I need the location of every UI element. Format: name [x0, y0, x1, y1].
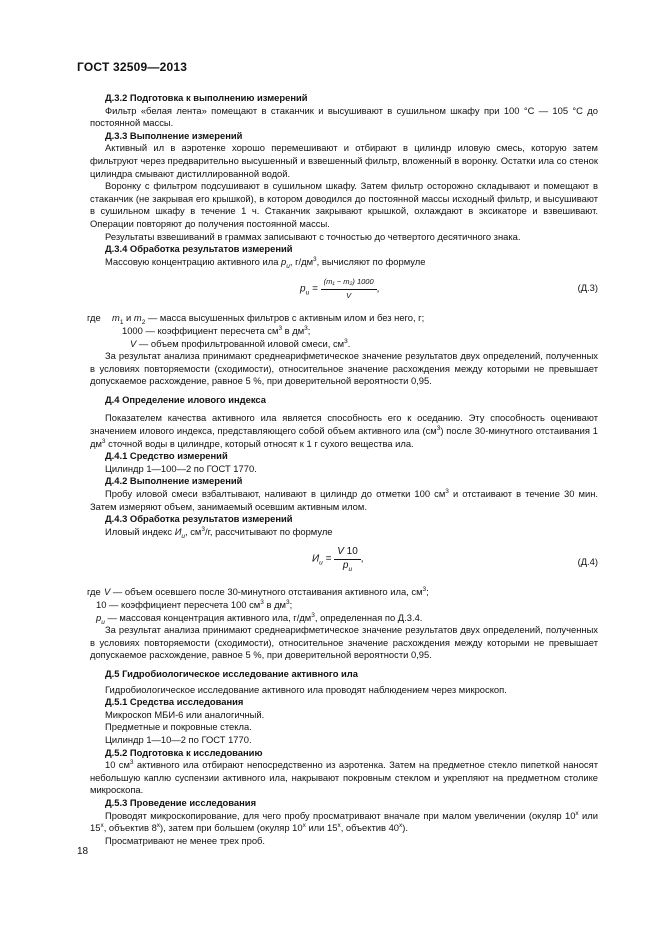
section-d52-paragraph: 10 $см^3$ активного ила отбирают непосредственно из аэротенка. Затем на предметное стекло пипеткой наносят небольшую каплю суспензии активного ила, накрывают покровным стеклом и укрепляют на предметном столике микроскопа.	[90, 759, 598, 796]
section-d42-heading: Д.4.2 Выполнение измерений	[105, 475, 243, 487]
section-d43-intro: Иловый индекс $И_и$, $см^3/г$, рассчитывают по формуле	[105, 525, 333, 540]
page-number: 18	[77, 846, 89, 857]
section-d33-heading: Д.3.3 Выполнение измерений	[105, 129, 243, 141]
section-d4-heading: Д.4 Определение илового индекса	[105, 393, 266, 405]
section-d34-intro: Массовую концентрацию активного ила $р_и$, $г/дм^3$, вычисляют по формуле	[105, 255, 426, 270]
section-d42-paragraph: Пробу иловой смеси взбалтывают, наливают в цилиндр до отметки 100 $см^3$ и отстаивают в течение 30 мин. Затем измеряют объем, занимаемый осевшим активным илом.	[90, 487, 598, 512]
section-d51-item-2: Предметные и покровные стекла.	[105, 721, 252, 733]
legend-item: $m_1$ и $m_2$ — масса высушенных фильтров с активным илом и без него, г;	[112, 312, 425, 327]
section-d5-heading: Д.5 Гидробиологическое исследование активного ила	[105, 667, 358, 679]
section-d34-result: За результат анализа принимают среднеарифметическое значение результатов двух определений, полученных в условиях повторяемости (сходимости), относительное значение расхождения между которыми не превышает допускаемое расхождение, равное 5 %, при доверительной вероятности 0,95.	[90, 350, 598, 387]
section-d41-paragraph: Цилиндр 1—100—2 по ГОСТ 1770.	[105, 462, 257, 474]
section-d33-paragraph-3: Результаты взвешиваний в граммах записывают с точностью до четвертого десятичного знака.	[105, 230, 521, 242]
formula-d4-expression: $И_и$ = $\frac{V 10}{р_и}$ ,	[312, 546, 364, 573]
section-d51-heading: Д.5.1 Средства исследования	[105, 696, 244, 708]
document-header: ГОСТ 32509—2013	[77, 60, 188, 74]
section-d32-heading: Д.3.2 Подготовка к выполнению измерений	[105, 92, 308, 103]
section-d53-paragraph-2: Просматривают не менее трех проб.	[105, 834, 266, 846]
section-d32-paragraph: Фильтр «белая лента» помещают в стаканчик и высушивают в сушильном шкафу при 100 °С — 105 °С до постоянной массы.	[90, 104, 598, 129]
formula-d4-number: (Д.4)	[577, 556, 598, 568]
section-d5-paragraph: Гидробиологическое исследование активного ила проводят наблюдением через микроскоп.	[105, 683, 507, 695]
formula-d3-number: (Д.3)	[577, 282, 598, 294]
section-d33-paragraph-2: Воронку с фильтром подсушивают в сушильном шкафу. Затем фильтр осторожно складывают и помещают в стаканчик (не закрывая его крышкой), в котором доводился до постоянной массы исходный фильтр, и высушивают в сушильном шкафу в течение 1 ч. Стаканчик закрывают крышкой, охлаждают в эксикаторе и взвешивают. Операции повторяют до получения постоянной массы.	[90, 180, 598, 229]
formula-d4	[90, 542, 598, 582]
section-d33-paragraph-1: Активный ил в аэротенке хорошо перемешивают и отбирают в цилиндр иловую смесь, которую затем фильтруют через предварительно высушенный и взвешенный фильтр, вложенный в воронку. Остатки ила со стенок цилиндра смывают дистиллированной водой.	[90, 142, 598, 179]
section-d34-heading: Д.3.4 Обработка результатов измерений	[105, 243, 293, 255]
section-d53-heading: Д.5.3 Проведение исследования	[105, 796, 257, 808]
section-d43-result: За результат анализа принимают среднеарифметическое значение результатов двух определений, полученных в условиях повторяемости (сходимости), относительное значение расхождения между которыми не превышает допускаемое расхождение, равное 5 %, при доверительной вероятности 0,95.	[90, 624, 598, 661]
section-d52-heading: Д.5.2 Подготовка к исследованию	[105, 746, 263, 758]
section-d4-paragraph: Показателем качества активного ила является способность его к оседанию. Эту способность оценивают значением илового индекса, представляющего собой объем активного ила $(см^3)$ после 30-минутного отстаивания 1 $дм^3$ сточной воды в цилиндре, который относят к 1 г сухого вещества ила.	[90, 412, 599, 449]
legend-item: V — объем осевшего после 30-минутного отстаивания активного ила, $см^3$;	[104, 586, 429, 598]
formula-d3-expression: $р_и$ = $\frac{\text{(m₁ − m₂) 1000}}{V}$ ,	[300, 276, 379, 302]
legend-item: $р_и$ — массовая концентрация активного ила, $г/дм^3$, определенная по Д.3.4.	[96, 611, 423, 626]
section-d51-item-3: Цилиндр 1—10—2 по ГОСТ 1770.	[105, 733, 252, 745]
formula-d3-fraction: $\frac{\text{(m₁ − m₂) 1000}}{V}$	[321, 276, 377, 302]
page-content	[87, 92, 599, 847]
section-d53-paragraph-1: Проводят микроскопирование, для чего пробу просматривают вначале при малом увеличении (окуляр $10^х$ или $15^х$, объектив $8^х$), затем при большем (окуляр $10^х$ или $15^х$, объектив $40^х$).	[90, 809, 598, 834]
legend-item: 1000 — коэффициент пересчета $см^3$ в $дм^3$;	[122, 324, 311, 336]
section-d51-item-1: Микроскоп МБИ-6 или аналогичный.	[105, 708, 265, 720]
formula-d4-legend: где V — объем осевшего после 30-минутного отстаивания активного ила, $см^3$; 10 — коэффициент пересчета 100 $см^3$ в $дм^3$; $р_и$ — массовая концентрация активного ила, $г/дм^3$, определенная по Д.3.4.	[90, 586, 598, 624]
section-d43-heading: Д.4.3 Обработка результатов измерений	[105, 513, 293, 525]
legend-item: 10 — коэффициент пересчета 100 $см^3$ в $дм^3$;	[96, 598, 293, 610]
formula-d4-fraction: $\frac{V 10}{р_и}$	[334, 546, 361, 572]
formula-d3	[90, 272, 598, 308]
legend-item: V — объем профильтрованной иловой смеси, $см^3$.	[130, 337, 351, 349]
section-d41-heading: Д.4.1 Средство измерений	[105, 450, 228, 462]
formula-d3-legend: где $m_1$ и $m_2$ — масса высушенных фильтров с активным илом и без него, г; 1000 — коэффициент пересчета $см^3$ в $дм^3$; V — объем профильтрованной иловой смеси, $см^3$.	[90, 312, 598, 350]
